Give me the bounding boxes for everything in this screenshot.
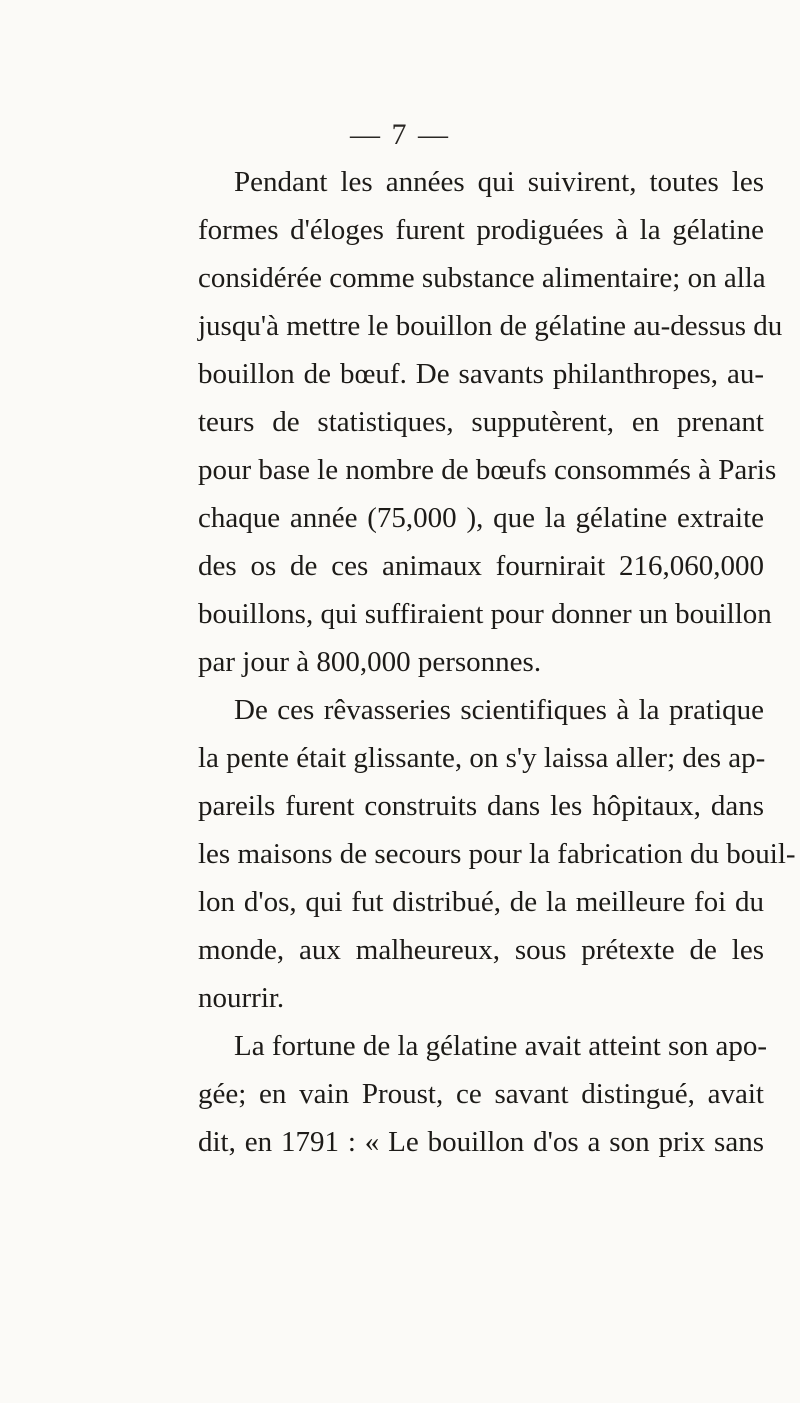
text-line: lon d'os, qui fut distribué, de la meilleure foi du: [198, 886, 764, 918]
text-line: pareils furent construits dans les hôpitaux, dans: [198, 790, 764, 822]
text-line: pour base le nombre de bœufs consommés à Paris: [198, 454, 777, 486]
text-line: teurs de statistiques, supputèrent, en prenant: [198, 406, 764, 438]
text-line: monde, aux malheureux, sous prétexte de les: [198, 934, 764, 966]
text-line: bouillon de bœuf. De savants philanthropes, au-: [198, 358, 764, 390]
text-line: des os de ces animaux fournirait 216,060,000: [198, 550, 764, 582]
text-line: nourrir.: [198, 982, 285, 1014]
text-line: Pendant les années qui suivirent, toutes les: [234, 166, 764, 198]
text-line: les maisons de secours pour la fabrication du bouil-: [198, 838, 796, 870]
text-line: chaque année (75,000 ), que la gélatine extraite: [198, 502, 764, 534]
text-line: gée; en vain Proust, ce savant distingué, avait: [198, 1078, 764, 1110]
text-line: jusqu'à mettre le bouillon de gélatine au-dessus du: [198, 310, 783, 342]
text-line: bouillons, qui suffiraient pour donner un bouillon: [198, 598, 772, 630]
body-text: [198, 158, 796, 1166]
page-number: — 7 —: [350, 118, 450, 151]
text-line: dit, en 1791 : « Le bouillon d'os a son prix sans: [198, 1126, 764, 1158]
text-line: De ces rêvasseries scientifiques à la pratique: [234, 694, 764, 726]
text-line: par jour à 800,000 personnes.: [198, 646, 542, 678]
text-line: la pente était glissante, on s'y laissa aller; des ap-: [198, 742, 766, 774]
text-line: formes d'éloges furent prodiguées à la gélatine: [198, 214, 764, 246]
text-line: La fortune de la gélatine avait atteint son apo-: [234, 1030, 768, 1062]
text-line: considérée comme substance alimentaire; on alla: [198, 262, 766, 294]
